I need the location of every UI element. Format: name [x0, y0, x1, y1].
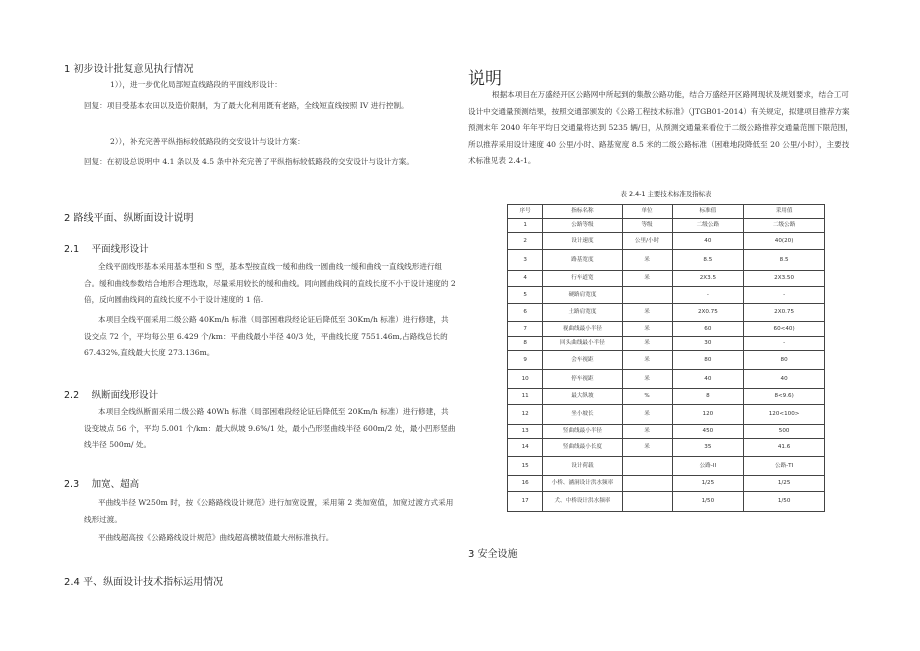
table-row — [508, 304, 825, 322]
table-cell: 米 — [622, 425, 672, 439]
table-row — [508, 322, 825, 337]
section-1-reply-2: 回复：在初设总说明中 4.1 条以及 4.5 条中补充完善了平纵指标较低路段的交安设计与设计方案。 — [84, 157, 414, 166]
table-cell: 米 — [622, 439, 672, 457]
table-cell: 米 — [622, 271, 672, 287]
table-cell: 11 — [508, 389, 543, 405]
table-cell: 公里/小时 — [622, 233, 672, 250]
table-cell: 120<100> — [744, 405, 825, 425]
table-cell: 8.5 — [672, 250, 744, 271]
table-cell: 米 — [622, 370, 672, 389]
table-cell: % — [622, 389, 672, 405]
table-cell: 16 — [508, 476, 543, 492]
table-cell: 2X3.5 — [672, 271, 744, 287]
technical-standards-table — [507, 204, 825, 512]
table-row — [508, 425, 825, 439]
table-row — [508, 337, 825, 351]
section-2-3-paragraph-1: 平曲线半径 W250m 时，按《公路路线设计规范》进行加宽设置，采用第 2 类加宽值，加宽过渡方式采用线形过渡。 — [84, 498, 454, 524]
table-cell: 40 — [672, 370, 744, 389]
section-1-reply-1: 回复：项目受基本农田以及造价限制，为了最大化利用既有老路，全线短直线按照 IV 进行控制。 — [84, 101, 409, 110]
table-cell: - — [744, 337, 825, 351]
page-title: 说明 — [468, 69, 502, 89]
table-cell: 设计速度 — [543, 233, 622, 250]
table-cell: 80 — [672, 351, 744, 370]
table-header-row — [508, 205, 825, 219]
table-cell: 公路-II — [672, 457, 744, 476]
table-cell: 41.6 — [744, 439, 825, 457]
table-cell: 会车视距 — [543, 351, 622, 370]
header-standard: 标准值 — [672, 205, 744, 219]
section-2-2-heading: 2.2 纵断面线形设计 — [64, 390, 159, 401]
table-row — [508, 250, 825, 271]
table-cell: 2X0.75 — [744, 304, 825, 322]
table-row — [508, 457, 825, 476]
table-cell: 等级 — [622, 219, 672, 233]
table-cell — [622, 287, 672, 304]
table-row — [508, 439, 825, 457]
table-cell: 停车视距 — [543, 370, 622, 389]
table-cell: 5 — [508, 287, 543, 304]
table-cell: 13 — [508, 425, 543, 439]
table-cell: 7 — [508, 322, 543, 337]
table-cell: 35 — [672, 439, 744, 457]
table-cell: 1/25 — [672, 476, 744, 492]
table-cell — [622, 457, 672, 476]
table-cell — [622, 476, 672, 492]
section-2-4-heading: 2.4 平、纵面设计技术指标运用情况 — [64, 577, 224, 588]
table-cell: 硬路肩宽度 — [543, 287, 622, 304]
table-cell: 竖曲线最小长度 — [543, 439, 622, 457]
table-cell: 土路肩宽度 — [543, 304, 622, 322]
table-cell: 4 — [508, 271, 543, 287]
table-cell: 2X3.50 — [744, 271, 825, 287]
section-2-1-paragraph-1: 全线平面线形基本采用基本型和 S 型，基本型按直线一缓和曲线一圆曲线一缓和曲线一直线线形进行组合。缓和曲线参数结合地形合理选取，尽量采用较长的缓和曲线。同向圆曲线间的直线长度不小于设计速度的 2 倍，反向圆曲线间的直线长度不小于设计速度的 1 倍. — [84, 262, 456, 304]
section-2-heading: 2 路线平面、纵断面设计说明 — [64, 213, 194, 224]
table-cell: 12 — [508, 405, 543, 425]
table-cell: 9 — [508, 351, 543, 370]
table-cell: 60<40) — [744, 322, 825, 337]
table-row — [508, 405, 825, 425]
table-cell: 2 — [508, 233, 543, 250]
table-cell: 6 — [508, 304, 543, 322]
header-index: 序号 — [508, 205, 543, 219]
intro-paragraph: 根据本项目在万盛经开区公路网中所起到的集散公路功能，结合万盛经开区路网现状及规划要求，结合工可设计中交通量预测结果，按照交通部颁发的《公路工程技术标准》（JTGB01-2014）有关规定，拟建项目推荐方案预测末年 2040 年年平均日交通量将达到 5235 辆/日，从预测交通量来看位于二级公路推荐交通量范围下限范围，所以推荐采用设计速度 40 公里/小时、路基宽度 8.5 米的二级公路标准（困难地段降低至 20 公里/小时），主要技术标准见表 2.4-1。 — [468, 90, 853, 165]
table-cell — [622, 492, 672, 512]
table-row — [508, 219, 825, 233]
table-cell: 米 — [622, 304, 672, 322]
table-cell: 15 — [508, 457, 543, 476]
table-cell: 公路等级 — [543, 219, 622, 233]
table-cell: 8 — [672, 389, 744, 405]
section-1-item-1: 1）），进一步优化局部短直线路段的平面线形设计： — [110, 80, 282, 89]
table-cell: 10 — [508, 370, 543, 389]
header-unit: 单位 — [622, 205, 672, 219]
section-3-heading: 3 安全设施 — [468, 549, 518, 560]
table-cell: 1/50 — [672, 492, 744, 512]
header-adopted: 采用值 — [744, 205, 825, 219]
table-cell: 路基宽度 — [543, 250, 622, 271]
table-row — [508, 271, 825, 287]
table-cell: 米 — [622, 250, 672, 271]
table-cell: 17 — [508, 492, 543, 512]
table-cell: 40 — [672, 233, 744, 250]
table-row — [508, 492, 825, 512]
table-cell: 80 — [744, 351, 825, 370]
table-cell: 3 — [508, 250, 543, 271]
table-cell: 1/25 — [744, 476, 825, 492]
table-row — [508, 351, 825, 370]
table-cell: - — [744, 287, 825, 304]
table-cell: 8 — [508, 337, 543, 351]
section-1-item-2: 2）），补充完善平纵指标较低路段的交安设计与设计方案： — [110, 137, 305, 146]
table-cell: 1 — [508, 219, 543, 233]
table-caption: 表 2.4-1 主要技术标准及指标表 — [620, 190, 712, 198]
table-row — [508, 233, 825, 250]
table-cell: 小桥、涵洞设计洪水频率 — [543, 476, 622, 492]
table-cell: 60 — [672, 322, 744, 337]
table-cell: 米 — [622, 351, 672, 370]
table-cell: 二级公路 — [744, 219, 825, 233]
table-row — [508, 389, 825, 405]
table-cell: 8<9.6) — [744, 389, 825, 405]
section-1-heading: 1 初步设计批复意见执行情况 — [64, 64, 194, 75]
section-2-1-paragraph-2: 本项目全线平面采用二级公路 40Km/h 标准（局部困难段经论证后降低至 30Km/h 标准）进行修建，共设交点 72 个，平均每公里 6.429 个/km：平曲线最小半径 40/3 处，平曲线长度 7551.46m,占路线总长的 67.432%,直线最大长度 273.136m。 — [84, 315, 449, 357]
table-cell: 500 — [744, 425, 825, 439]
section-2-1-heading: 2.1 平面线形设计 — [64, 244, 149, 255]
table-cell: 30 — [672, 337, 744, 351]
table-cell: 最大纵坡 — [543, 389, 622, 405]
table-cell: 40 — [744, 370, 825, 389]
table-cell: 8.5 — [744, 250, 825, 271]
table-cell: 40(20) — [744, 233, 825, 250]
table-cell: 设计荷载 — [543, 457, 622, 476]
table-cell: 14 — [508, 439, 543, 457]
table-cell: 犬、中桥设计洪水频率 — [543, 492, 622, 512]
table-cell: 行车道宽 — [543, 271, 622, 287]
table-cell: - — [672, 287, 744, 304]
table-row — [508, 287, 825, 304]
table-cell: 米 — [622, 337, 672, 351]
table-cell: 120 — [672, 405, 744, 425]
table-cell: 视曲线最小半径 — [543, 322, 622, 337]
section-2-2-paragraph-1: 本项目全线纵断面采用二级公路 40Wh 标准（局部困难段经论证后降低至 20Km/h 标准）进行修建，共设变坡点 56 个，平均 5.001 个/km：最大纵坡 9.6%/1 处，最小凸形竖曲线半径 600m/2 处，最小凹形竖曲线半径 500m/ 处。 — [84, 407, 456, 449]
section-2-3-heading: 2.3 加宽、超高 — [64, 479, 140, 490]
table-cell: 公路-TI — [744, 457, 825, 476]
table-cell: 米 — [622, 322, 672, 337]
table-cell: 坐小坡长 — [543, 405, 622, 425]
table-cell: 回头曲线最小半径 — [543, 337, 622, 351]
table-row — [508, 370, 825, 389]
table-cell: 2X0.75 — [672, 304, 744, 322]
section-2-3-paragraph-2: 平曲线超高按《公路路线设计规范》曲线超高横坡值最大州标准执行。 — [98, 533, 334, 542]
table-cell: 450 — [672, 425, 744, 439]
header-indicator: 指标名称 — [543, 205, 622, 219]
table-cell: 竖曲线最小半径 — [543, 425, 622, 439]
table-cell: 二级公路 — [672, 219, 744, 233]
table-row — [508, 476, 825, 492]
table-cell: 米 — [622, 405, 672, 425]
table-cell: 1/50 — [744, 492, 825, 512]
